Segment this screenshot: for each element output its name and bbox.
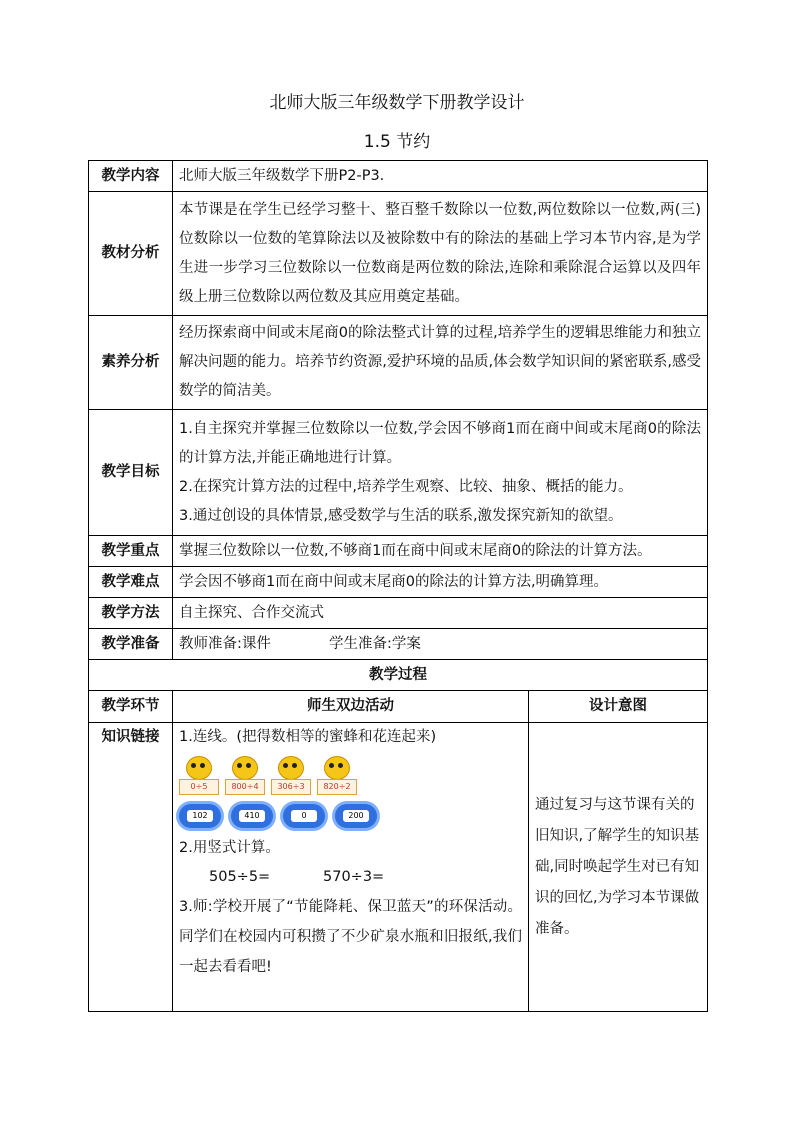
activity-line-2: 2.用竖式计算。 [179,840,280,856]
bee-icon [271,756,309,796]
flower-row [179,804,522,834]
row-label-prep: 教学准备 [89,629,173,660]
flower-value: 102 [187,810,213,822]
row-label-key: 教学重点 [89,536,173,567]
flower-value: 200 [343,810,369,822]
bee-expression: 800÷4 [225,779,265,795]
row-value-content: 北师大版三年级数学下册P2-P3. [173,161,708,192]
activity-line-1: 1.连线。(把得数相等的蜜蜂和花连起来) [179,729,437,745]
col-header-stage: 教学环节 [89,691,173,723]
bee-expression: 820÷2 [317,779,357,795]
col-header-activity: 师生双边活动 [173,691,529,723]
document-title: 北师大版三年级数学下册教学设计 [269,93,525,113]
bee-row [179,756,522,796]
row-label-content: 教学内容 [89,161,173,192]
teacher-prep: 教师准备:课件 [179,635,271,652]
flower-icon [335,804,377,828]
flower-value: 410 [239,810,265,822]
row-label-analysis: 教材分析 [89,192,173,316]
bee-expression: 0÷5 [179,779,219,795]
calc-item: 505÷5= [209,869,271,885]
lesson-title: 1.5 节约 [363,132,431,152]
goal-item: 1.自主探究并掌握三位数除以一位数,学会因不够商1而在商中间或末尾商0的除法的计算方法,并能正确地进行计算。 [179,420,701,466]
row-value-analysis: 本节课是在学生已经学习整十、整百整千数除以一位数,两位数除以一位数,两(三)位数除以一位数的笔算除法以及被除数中有的除法的基础上学习本节内容,是为学生进一步学习三位数除以一位数商是两位数的除法,连除和乘除混合运算以及四年级上册三位数除以两位数及其应用奠定基础。 [173,192,708,316]
row-value-key: 掌握三位数除以一位数,不够商1而在商中间或末尾商0的除法的计算方法。 [173,536,708,567]
flower-icon [179,804,221,828]
process-heading: 教学过程 [89,660,708,691]
activity-cell [173,723,529,1012]
goal-item: 2.在探究计算方法的过程中,培养学生观察、比较、抽象、概括的能力。 [179,478,633,495]
bee-icon [317,756,355,796]
calc-row [179,863,522,892]
flower-icon [283,804,325,828]
col-header-design: 设计意图 [529,691,708,723]
row-label-goals: 教学目标 [89,410,173,536]
student-prep: 学生准备:学案 [329,635,421,652]
activity-line-3: 3.师:学校开展了“节能降耗、保卫蓝天”的环保活动。同学们在校园内可积攒了不少矿泉水瓶和旧报纸,我们一起去看看吧! [179,899,522,975]
goal-item: 3.通过创设的具体情景,感受数学与生活的联系,激发探究新知的欲望。 [179,507,623,524]
lesson-plan-table [88,160,708,1012]
row-value-literacy: 经历探索商中间或末尾商0的除法整式计算的过程,培养学生的逻辑思维能力和独立解决问题的能力。培养节约资源,爱护环境的品质,体会数学知识间的紧密联系,感受数学的简洁美。 [173,316,708,410]
row-value-difficulty: 学会因不够商1而在商中间或末尾商0的除法的计算方法,明确算理。 [173,567,708,598]
row-label-method: 教学方法 [89,598,173,629]
bee-icon [225,756,263,796]
calc-item: 570÷3= [323,869,385,885]
row-label-literacy: 素养分析 [89,316,173,410]
row-value-goals [173,410,708,536]
row-value-method: 自主探究、合作交流式 [173,598,708,629]
stage-label: 知识链接 [89,723,173,1012]
bee-icon [179,756,217,796]
flower-value: 0 [291,810,317,822]
row-value-prep [173,629,708,660]
design-intent: 通过复习与这节课有关的旧知识,了解学生的知识基础,同时唤起学生对已有知识的回忆,为学习本节课做准备。 [529,723,708,1012]
row-label-difficulty: 教学难点 [89,567,173,598]
flower-icon [231,804,273,828]
bee-expression: 306÷3 [271,779,311,795]
